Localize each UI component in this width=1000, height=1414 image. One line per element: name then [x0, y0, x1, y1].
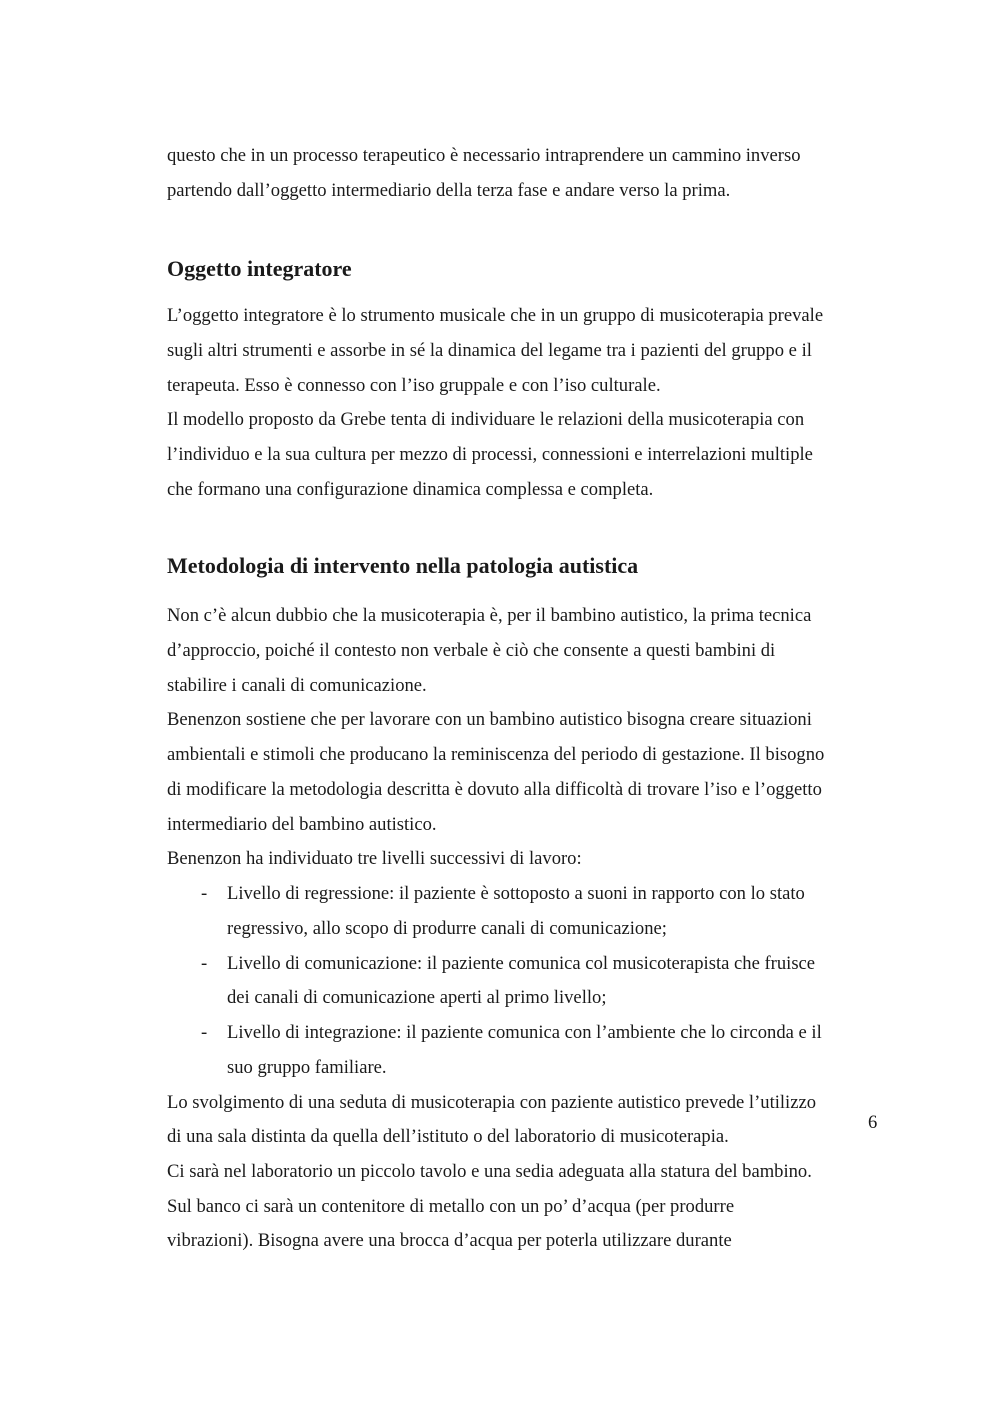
list-item-text: Livello di integrazione: il paziente comunica con l’ambiente che lo circonda e il	[227, 1022, 822, 1043]
paragraph-line: stabilire i canali di comunicazione.	[167, 675, 427, 696]
paragraph-line: vibrazioni). Bisogna avere una brocca d’acqua per poterla utilizzare durante	[167, 1230, 732, 1251]
paragraph-line: ambientali e stimoli che producano la reminiscenza del periodo di gestazione. Il bisogno	[167, 744, 825, 765]
section-heading-oggetto-integratore: Oggetto integratore	[167, 256, 352, 281]
list-bullet-dash: -	[201, 953, 208, 974]
paragraph-line: terapeuta. Esso è connesso con l’iso gruppale e con l’iso culturale.	[167, 375, 661, 396]
paragraph-line: sugli altri strumenti e assorbe in sé la dinamica del legame tra i pazienti del gruppo e il	[167, 340, 812, 361]
paragraph-line: d’approccio, poiché il contesto non verbale è ciò che consente a questi bambini di	[167, 640, 776, 661]
list-item-continuation: dei canali di comunicazione aperti al primo livello;	[227, 987, 607, 1008]
paragraph-line: L’oggetto integratore è lo strumento musicale che in un gruppo di musicoterapia prevale	[167, 305, 824, 326]
list-item-continuation: suo gruppo familiare.	[227, 1057, 387, 1078]
paragraph-line: Benenzon sostiene che per lavorare con un bambino autistico bisogna creare situazioni	[167, 709, 812, 730]
paragraph-line: di una sala distinta da quella dell’istituto o del laboratorio di musicoterapia.	[167, 1126, 729, 1147]
page-number: 6	[868, 1112, 878, 1133]
list-item-text: Livello di regressione: il paziente è sottoposto a suoni in rapporto con lo stato	[227, 883, 805, 904]
paragraph-line: l’individuo e la sua cultura per mezzo di processi, connessioni e interrelazioni multiple	[167, 444, 813, 465]
paragraph-line: Il modello proposto da Grebe tenta di individuare le relazioni della musicoterapia con	[167, 409, 805, 430]
list-bullet-dash: -	[201, 1022, 208, 1043]
paragraph-line: partendo dall’oggetto intermediario della terza fase e andare verso la prima.	[167, 180, 731, 201]
paragraph-line: Non c’è alcun dubbio che la musicoterapia è, per il bambino autistico, la prima tecnica	[167, 605, 812, 626]
section-heading-metodologia: Metodologia di intervento nella patologia autistica	[167, 553, 639, 578]
paragraph-line: Sul banco ci sarà un contenitore di metallo con un po’ d’acqua (per produrre	[167, 1196, 735, 1217]
paragraph-line: Lo svolgimento di una seduta di musicoterapia con paziente autistico prevede l’utilizzo	[167, 1092, 817, 1113]
list-item-continuation: regressivo, allo scopo di produrre canali di comunicazione;	[227, 918, 667, 939]
list-item-text: Livello di comunicazione: il paziente comunica col musicoterapista che fruisce	[227, 953, 816, 974]
paragraph-line: che formano una configurazione dinamica complessa e completa.	[167, 479, 654, 500]
paragraph-line: questo che in un processo terapeutico è necessario intraprendere un cammino inverso	[167, 145, 801, 166]
paragraph-line: Benenzon ha individuato tre livelli successivi di lavoro:	[167, 848, 582, 869]
paragraph-line: Ci sarà nel laboratorio un piccolo tavolo e una sedia adeguata alla statura del bambino.	[167, 1161, 812, 1182]
paragraph-line: di modificare la metodologia descritta è dovuto alla difficoltà di trovare l’iso e l’oggetto	[167, 779, 822, 800]
paragraph-line: intermediario del bambino autistico.	[167, 814, 437, 835]
list-bullet-dash: -	[201, 883, 208, 904]
